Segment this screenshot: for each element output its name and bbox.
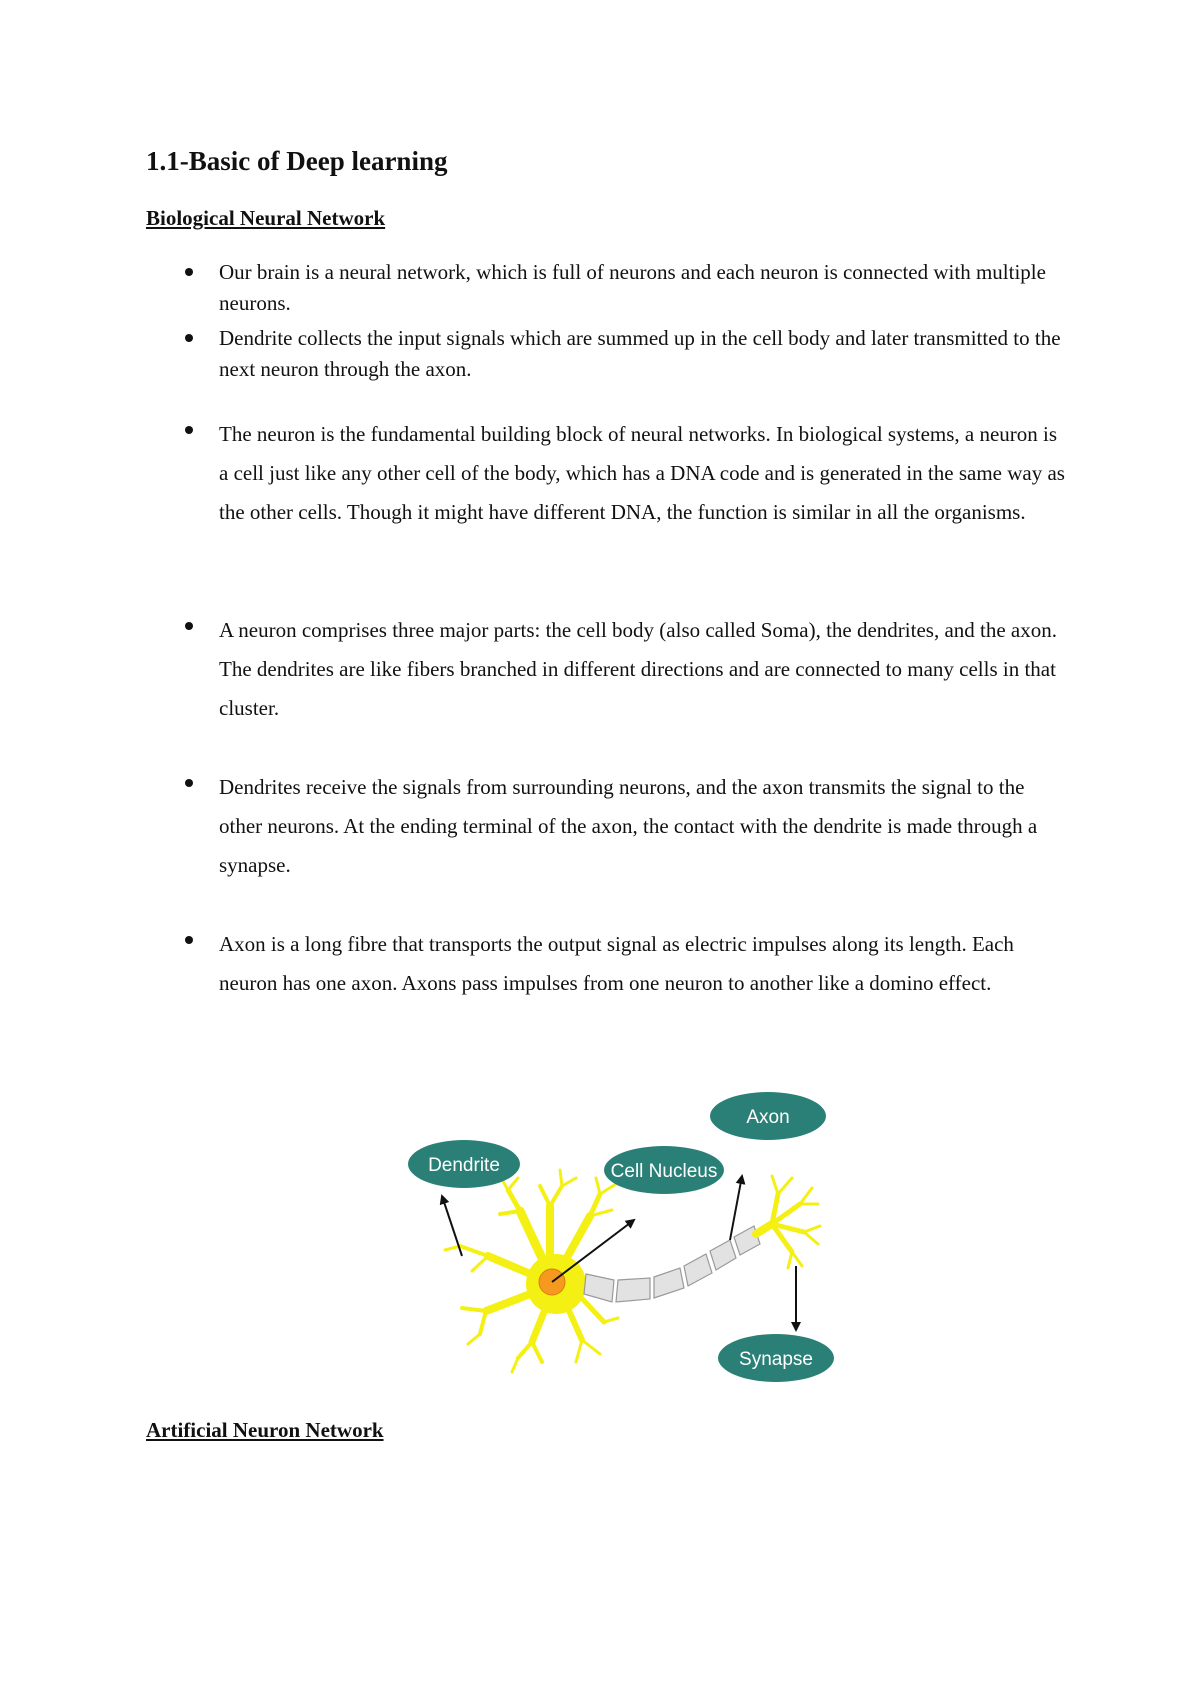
list-item: Our brain is a neural network, which is full of neurons and each neuron is connected with multiple neurons. — [219, 257, 1069, 319]
label-synapse — [718, 1334, 834, 1382]
page-title: 1.1-Basic of Deep learning — [146, 146, 448, 176]
list-item: A neuron comprises three major parts: the cell body (also called Soma), the dendrites, and the axon. The dendrites are like fibers branched in different directions and are connected to many cells in that cluster. — [219, 611, 1069, 728]
label-dendrite — [408, 1140, 520, 1188]
list-item: The neuron is the fundamental building block of neural networks. In biological systems, a neuron is a cell just like any other cell of the body, which has a DNA code and is generated in the same way as the other cells. Though it might have different DNA, the function is similar in all the organisms. — [219, 415, 1069, 532]
list-item: Dendrite collects the input signals which are summed up in the cell body and later transmitted to the next neuron through the axon. — [219, 323, 1069, 385]
list-item: Axon is a long fibre that transports the output signal as electric impulses along its length. Each neuron has one axon. Axons pass impulses from one neuron to another like a domino effect. — [219, 925, 1069, 1003]
label-cell-nucleus — [604, 1146, 724, 1194]
neuron-diagram — [400, 1086, 850, 1386]
section-heading-biological: Biological Neural Network — [146, 206, 386, 230]
axon-terminal — [756, 1176, 820, 1268]
section-heading-artificial: Artificial Neuron Network — [146, 1418, 384, 1442]
label-axon — [710, 1092, 826, 1140]
label-axon-text: Axon — [746, 1107, 790, 1128]
label-dendrite-text: Dendrite — [428, 1155, 500, 1176]
list-item: Dendrites receive the signals from surrounding neurons, and the axon transmits the signal to the other neurons. At the ending terminal of the axon, the contact with the dendrite is made through a synapse. — [219, 768, 1069, 885]
label-cell-nucleus-text: Cell Nucleus — [610, 1161, 718, 1182]
label-synapse-text: Synapse — [739, 1349, 813, 1370]
